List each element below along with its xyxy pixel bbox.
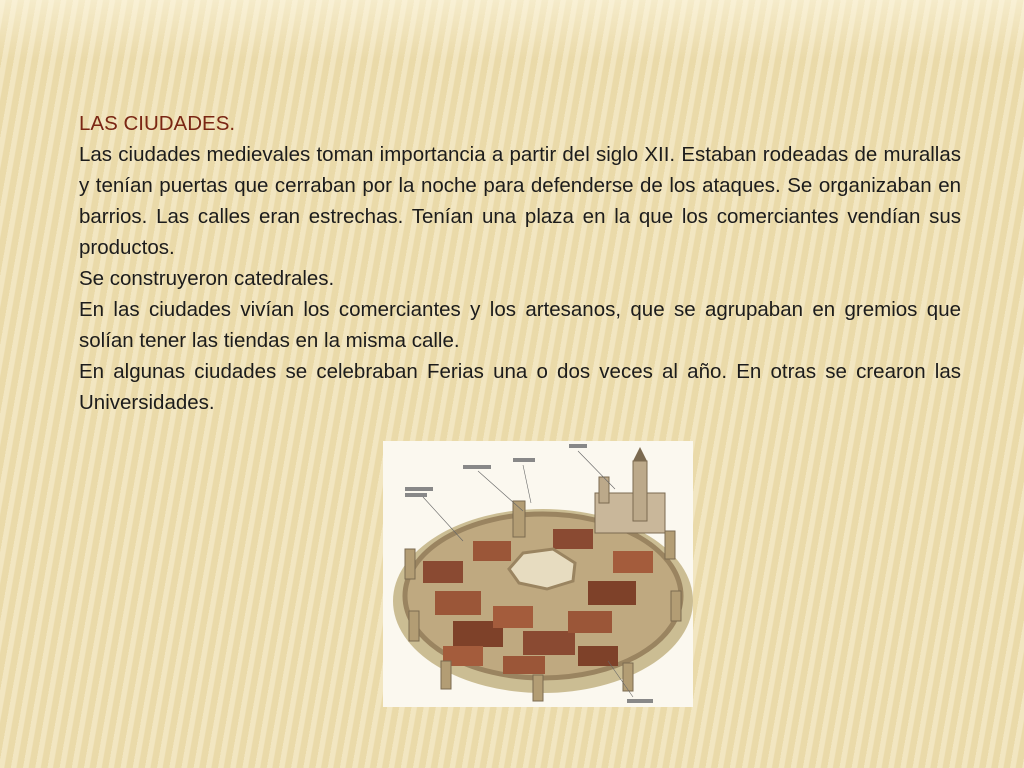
paragraph-fairs: En algunas ciudades se celebraban Ferias una o dos veces al año. En otras se crearon las Universidades. [79, 360, 961, 414]
slide-text [79, 108, 961, 418]
medieval-city-illustration [383, 441, 693, 707]
medieval-city-drawing [383, 441, 693, 707]
paragraph-intro: Las ciudades medievales toman importancia a partir del siglo XII. Estaban rodeadas de murallas y tenían puertas que cerraban por la noche para defenderse de los ataques. Se organizaban en barrios. Las calles eran estrechas. Tenían una plaza en la que los comerciantes vendían sus productos. [79, 143, 961, 259]
paragraph-cathedrals: Se construyeron catedrales. [79, 267, 335, 290]
slide-title: LAS CIUDADES. [79, 112, 236, 135]
cathedral [595, 447, 665, 533]
paragraph-guilds: En las ciudades vivían los comerciantes y los artesanos, que se agrupaban en gremios que solían tener las tiendas en la misma calle. [79, 298, 961, 352]
